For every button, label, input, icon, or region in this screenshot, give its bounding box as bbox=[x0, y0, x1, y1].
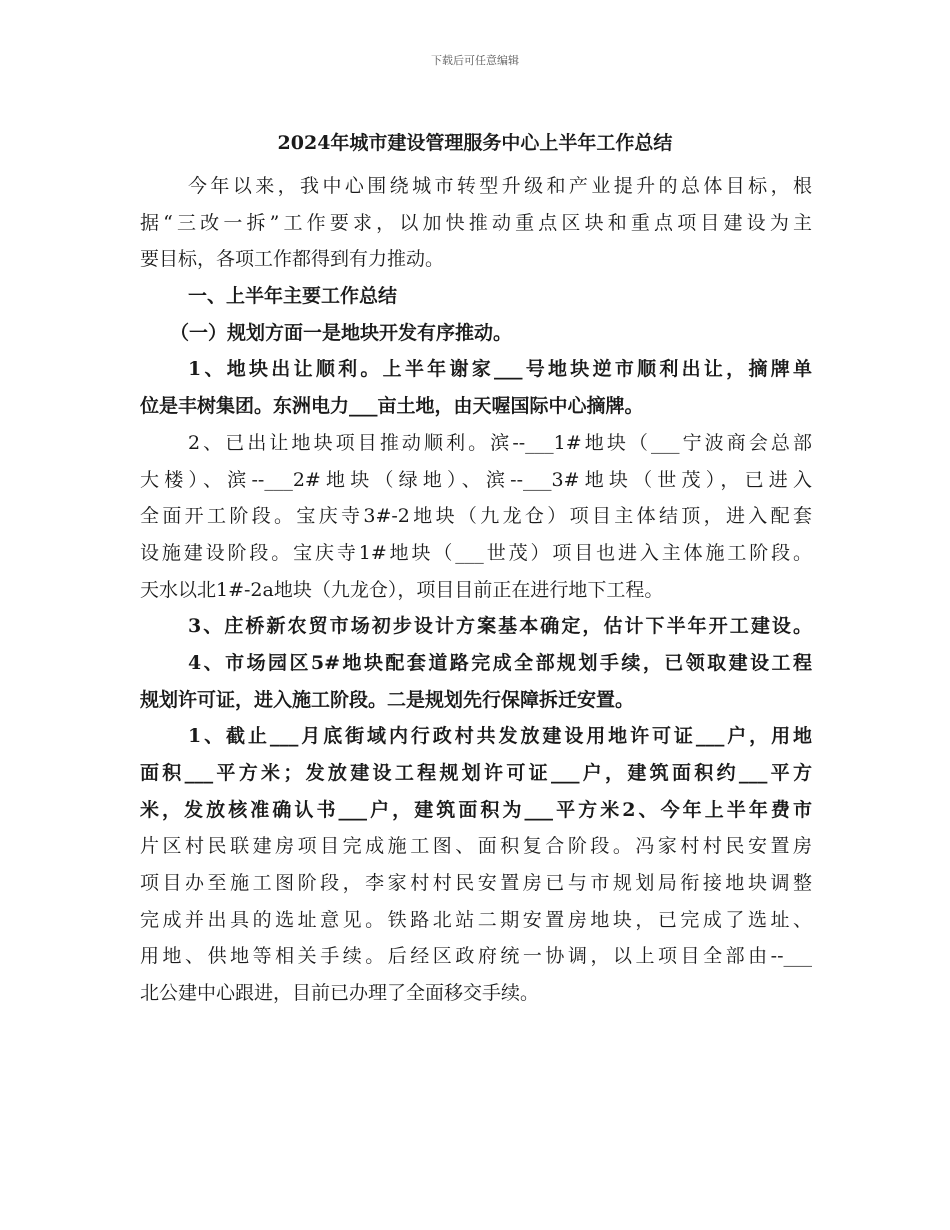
body-line: 米，发放核准确认书___户，建筑面积为___平方米2、今年上半年费市 bbox=[140, 798, 812, 821]
body-line: （一）规划方面一是地块开发有序推动。 bbox=[170, 321, 513, 344]
body-line: 今年以来，我中心围绕城市转型升级和产业提升的总体目标，根 bbox=[188, 175, 812, 197]
body-line: 2、已出让地块项目推动顺利。滨--___1#地块（___宁波商会总部 bbox=[188, 431, 812, 454]
body-line: 项目办至施工图阶段，李家村村民安置房已与市规划局衔接地块调整 bbox=[140, 872, 812, 895]
body-line: 片区村民联建房项目完成施工图、面积复合阶段。冯家村村民安置房 bbox=[140, 835, 812, 858]
body-line: 天水以北1#-2a地块（九龙仓），项目目前正在进行地下工程。 bbox=[140, 578, 664, 601]
body-line: 1、地块出让顺利。上半年谢家___号地块逆市顺利出让，摘牌单 bbox=[188, 358, 812, 381]
document-title: 2024年城市建设管理服务中心上半年工作总结 bbox=[277, 132, 673, 154]
body-line: 大楼）、滨--___2#地块（绿地）、滨--___3#地块（世茂），已进入 bbox=[140, 468, 812, 491]
body-line: 要目标，各项工作都得到有力推动。 bbox=[140, 248, 445, 271]
page-header: 下载后可任意编辑 bbox=[431, 54, 519, 67]
body-line: 设施建设阶段。宝庆寺1#地块（___世茂）项目也进入主体施工阶段。 bbox=[140, 541, 812, 564]
body-line: 面积___平方米；发放建设工程规划许可证___户，建筑面积约___平方 bbox=[140, 762, 812, 784]
body-line: 全面开工阶段。宝庆寺3#-2地块（九龙仓）项目主体结顶，进入配套 bbox=[140, 505, 812, 528]
body-line: 据“三改一拆”工作要求，以加快推动重点区块和重点项目建设为主 bbox=[140, 211, 812, 234]
body-line: 4、市场园区5#地块配套道路完成全部规划手续，已领取建设工程 bbox=[188, 651, 812, 674]
body-line: 规划许可证，进入施工阶段。二是规划先行保障拆迁安置。 bbox=[140, 688, 635, 711]
body-line: 3、庄桥新农贸市场初步设计方案基本确定，估计下半年开工建设。 bbox=[188, 615, 812, 638]
body-line: 1、截止___月底街域内行政村共发放建设用地许可证___户，用地 bbox=[188, 725, 812, 748]
body-line: 位是丰树集团。东洲电力___亩土地，由天喔国际中心摘牌。 bbox=[140, 395, 644, 418]
document-body bbox=[140, 168, 812, 1012]
body-line: 一、上半年主要工作总结 bbox=[188, 285, 398, 308]
body-line: 用地、供地等相关手续。后经区政府统一协调，以上项目全部由--___ bbox=[140, 945, 812, 968]
body-line: 北公建中心跟进，目前已办理了全面移交手续。 bbox=[140, 982, 540, 1005]
body-line: 完成并出具的选址意见。铁路北站二期安置房地块，已完成了选址、 bbox=[140, 908, 812, 931]
